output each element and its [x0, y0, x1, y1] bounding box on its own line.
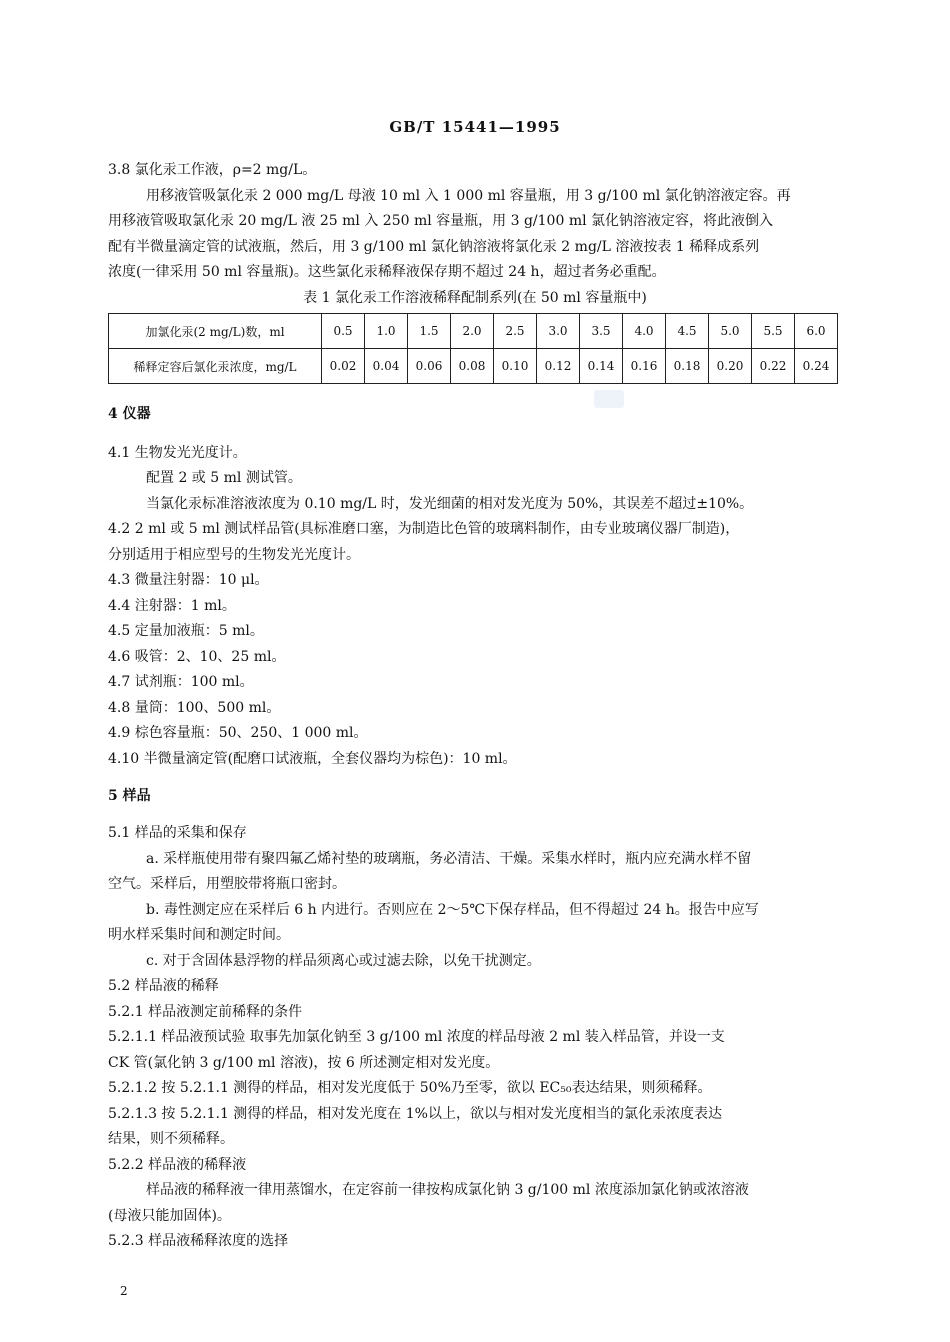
clause-4-5: 4.5 定量加液瓶：5 ml。 — [108, 623, 264, 639]
dilution-table — [108, 313, 838, 384]
clause-5-2-1-3-cont: 结果，则不须稀释。 — [108, 1131, 234, 1147]
clause-4-1-text-2: 当氯化汞标准溶液浓度为 0.10 mg/L 时，发光细菌的相对发光度为 50%，其误差不超过±10%。 — [146, 496, 754, 512]
clause-5-1-b: b. 毒性测定应在采样后 6 h 内进行。否则应在 2～5℃下保存样品，但不得超过 24 h。报告中应写 — [146, 902, 759, 918]
watermark-mark — [594, 390, 624, 408]
clause-5-2-2: 5.2.2 样品液的稀释液 — [108, 1157, 247, 1173]
clause-5-1-a: a. 采样瓶使用带有聚四氟乙烯衬垫的玻璃瓶，务必清洁、干燥。采集水样时，瓶内应充满水样不留 — [146, 851, 752, 867]
clause-4-8: 4.8 量筒：100、500 ml。 — [108, 700, 281, 716]
clause-5-1-a-cont: 空气。采样后，用塑胶带将瓶口密封。 — [108, 876, 346, 892]
table-1-caption: 表 1 氯化汞工作溶液稀释配制系列(在 50 ml 容量瓶中) — [303, 290, 647, 306]
clause-4-6: 4.6 吸管：2、10、25 ml。 — [108, 649, 286, 665]
clause-5-2-1: 5.2.1 样品液测定前稀释的条件 — [108, 1004, 303, 1020]
table-cell: 0.20 — [709, 349, 752, 384]
clause-3-8-text-2: 用移液管吸取氯化汞 20 mg/L 液 25 ml 入 250 ml 容量瓶，用 3 g/100 ml 氯化钠溶液定容，将此液倒入 — [108, 213, 774, 229]
table-cell: 0.24 — [795, 349, 838, 384]
clause-5-1: 5.1 样品的采集和保存 — [108, 825, 247, 841]
page-header: GB/T 15441—1995 — [389, 118, 561, 136]
page-number: 2 — [120, 1284, 128, 1298]
table-cell: 4.0 — [623, 314, 666, 349]
table-cell: 5.0 — [709, 314, 752, 349]
table-cell: 1.0 — [365, 314, 408, 349]
clause-5-2-1-3: 5.2.1.3 按 5.2.1.1 测得的样品，相对发光度在 1%以上，欲以与相对发光度相当的氯化汞浓度表达 — [108, 1106, 722, 1122]
clause-4-1-text-1: 配置 2 或 5 ml 测试管。 — [146, 470, 302, 486]
clause-4-2-text: 分别适用于相应型号的生物发光光度计。 — [108, 547, 360, 563]
clause-5-2-1-1-cont: CK 管(氯化钠 3 g/100 ml 溶液)，按 6 所述测定相对发光度。 — [108, 1055, 500, 1071]
table-cell: 5.5 — [752, 314, 795, 349]
clause-4-9: 4.9 棕色容量瓶：50、250、1 000 ml。 — [108, 725, 368, 741]
clause-3-8-text-4: 浓度(一律采用 50 ml 容量瓶)。这些氯化汞稀释液保存期不超过 24 h，超过者务必重配。 — [108, 264, 666, 280]
clause-4-4: 4.4 注射器：1 ml。 — [108, 598, 236, 614]
clause-5-1-c: c. 对于含固体悬浮物的样品须离心或过滤去除，以免干扰测定。 — [146, 953, 541, 969]
table-cell: 0.12 — [537, 349, 580, 384]
clause-5-2-2-text-cont: (母液只能加固体)。 — [108, 1208, 231, 1224]
clause-3-8-text-3: 配有半微量滴定管的试液瓶，然后，用 3 g/100 ml 氯化钠溶液将氯化汞 2 mg/L 溶液按表 1 稀释成系列 — [108, 239, 760, 255]
table-cell: 6.0 — [795, 314, 838, 349]
clause-5-1-b-cont: 明水样采集时间和测定时间。 — [108, 927, 290, 943]
table-row — [109, 349, 838, 384]
clause-4-2: 4.2 2 ml 或 5 ml 测试样品管(具标准磨口塞，为制造比色管的玻璃料制作，由专业玻璃仪器厂制造)， — [108, 521, 740, 537]
table-cell: 0.22 — [752, 349, 795, 384]
clause-5-2-3: 5.2.3 样品液稀释浓度的选择 — [108, 1233, 289, 1249]
clause-3-8-text-1: 用移液管吸氯化汞 2 000 mg/L 母液 10 ml 入 1 000 ml 容量瓶，用 3 g/100 ml 氯化钠溶液定容。再 — [146, 188, 791, 204]
table-cell: 3.5 — [580, 314, 623, 349]
table-cell: 0.08 — [451, 349, 494, 384]
row-label-volume: 加氯化汞(2 mg/L)数，ml — [109, 314, 322, 349]
clause-5-2-2-text: 样品液的稀释液一律用蒸馏水，在定容前一律按构成氯化钠 3 g/100 ml 浓度添加氯化钠或浓溶液 — [146, 1182, 749, 1198]
table-cell: 2.0 — [451, 314, 494, 349]
clause-3-8-title: 3.8 氯化汞工作液，ρ=2 mg/L。 — [108, 162, 317, 178]
table-cell: 0.06 — [408, 349, 451, 384]
table-cell: 0.16 — [623, 349, 666, 384]
table-cell: 0.5 — [322, 314, 365, 349]
clause-4-10: 4.10 半微量滴定管(配磨口试液瓶，全套仪器均为棕色)：10 ml。 — [108, 751, 517, 767]
table-cell: 4.5 — [666, 314, 709, 349]
table-cell: 0.04 — [365, 349, 408, 384]
table-cell: 0.14 — [580, 349, 623, 384]
table-cell: 2.5 — [494, 314, 537, 349]
clause-5-2-1-2: 5.2.1.2 按 5.2.1.1 测得的样品，相对发光度低于 50%乃至零，欲以 EC₅₀表达结果，则须稀释。 — [108, 1080, 712, 1096]
clause-5-2-1-1: 5.2.1.1 样品液预试验 取事先加氯化钠至 3 g/100 ml 浓度的样品母液 2 ml 装入样品管，并设一支 — [108, 1029, 725, 1045]
table-row — [109, 314, 838, 349]
table-cell: 3.0 — [537, 314, 580, 349]
table-cell: 0.10 — [494, 349, 537, 384]
table-cell: 1.5 — [408, 314, 451, 349]
table-cell: 0.18 — [666, 349, 709, 384]
table-cell: 0.02 — [322, 349, 365, 384]
clause-4-1: 4.1 生物发光光度计。 — [108, 445, 247, 461]
section-5-heading: 5 样品 — [108, 788, 151, 804]
section-4-heading: 4 仪器 — [108, 406, 151, 422]
clause-4-3: 4.3 微量注射器：10 μl。 — [108, 572, 269, 588]
clause-4-7: 4.7 试剂瓶：100 ml。 — [108, 674, 254, 690]
row-label-concentration: 稀释定容后氯化汞浓度，mg/L — [109, 349, 322, 384]
clause-5-2: 5.2 样品液的稀释 — [108, 978, 219, 994]
